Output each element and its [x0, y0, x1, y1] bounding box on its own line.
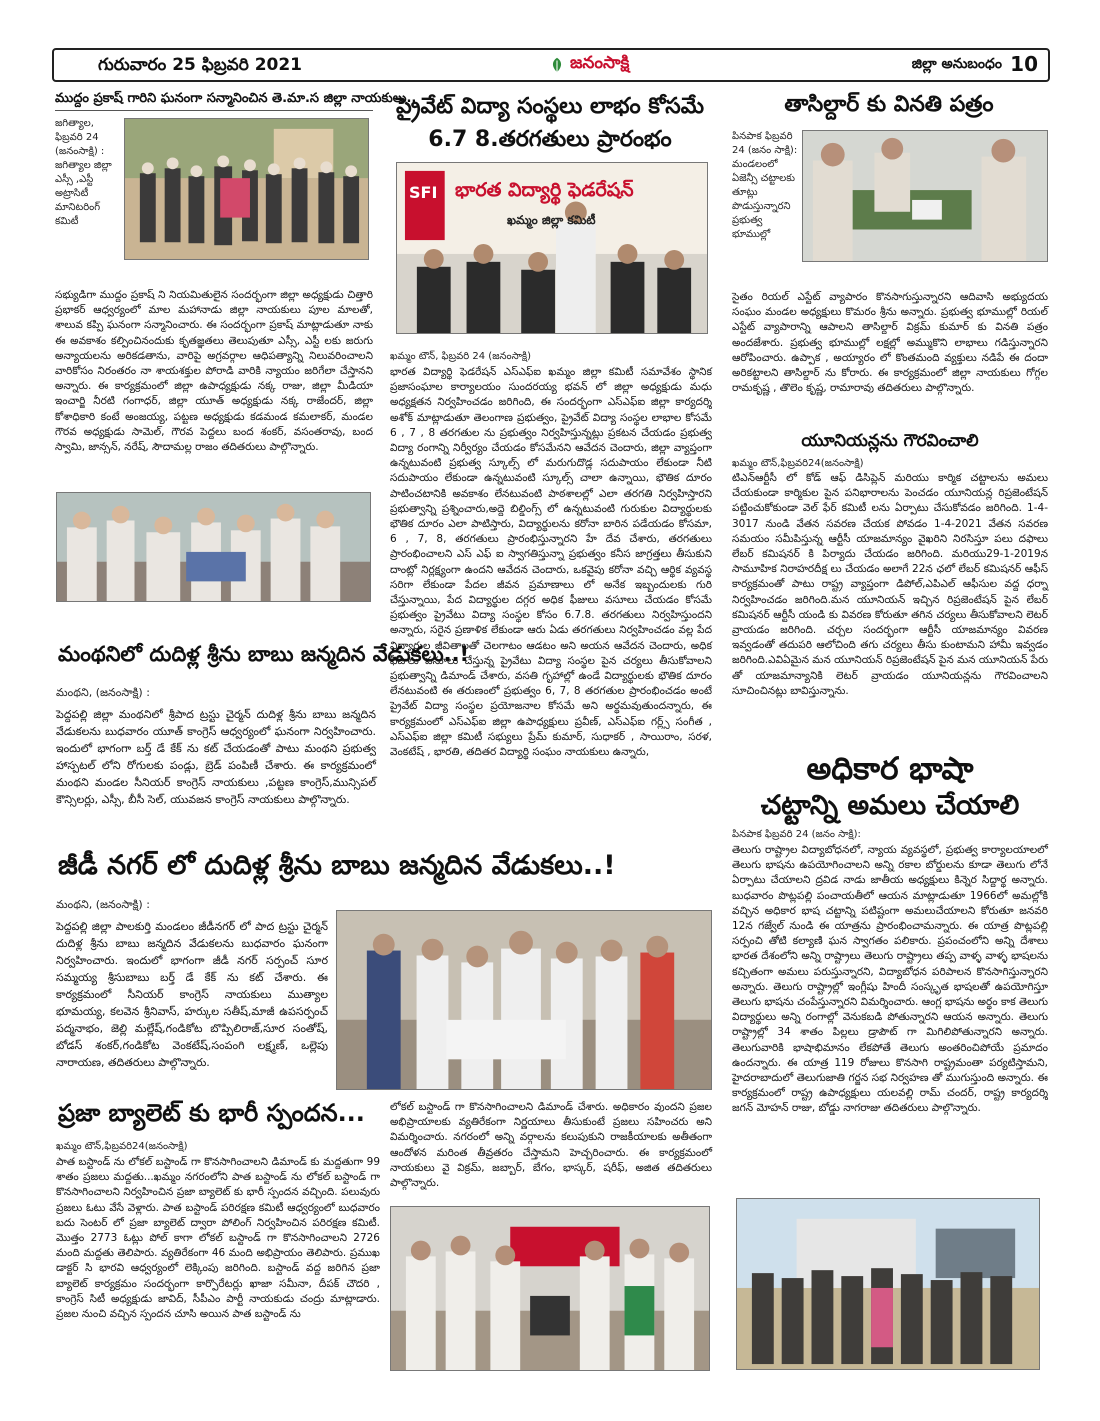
article-3-photo: [396, 162, 708, 334]
banner-subtext: ఖమ్మం జిల్లా కమిటీ: [507, 213, 596, 227]
section-name: జిల్లా అనుబంధం: [911, 56, 1002, 72]
article-2-dateline: మంథని, (జనంసాక్షి) :: [56, 686, 150, 699]
article-6-headline-line-1: అధికార భాషా: [806, 751, 974, 787]
article-6-dateline: పినపాక ఫిబ్రవరి 24 (జనం సాక్షి):: [732, 829, 861, 840]
article-5-dateline: ఖమ్మం టౌన్,ఫిబ్రవరి24(జనంసాక్షి): [732, 458, 864, 469]
article-3-body: భారత విద్యార్థి ఫెడరేషన్ ఎస్ఎఫ్ఐ ఖమ్మం జిల్లా కమిటీ సమావేశం స్థానిక ప్రజాసంఘాల కార్యాలయం సుందరయ్య భవన్ లో జిల్లా అధ్యక్షుడు మధు అధ్యక్షతన నిర్వహించడం జరిగింది, ఈ సందర్భంగా ఎస్ఎఫ్ఐ జిల్లా కార్యదర్శి అశోక్ మాట్లాడుతూ తెలంగాణ ప్రభుత్వం, ప్రైవేట్ విద్యా సంస్థల లాభాల కోసమే 6 , 7 , 8 తరగతుల ను ప్రభుత్వం నిర్వహిస్తున్నట్లు ప్రకటన చేయడం ప్రభుత్వ విద్యా రంగాన్ని నిర్వీర్యం చేయడం కోసమేనని ఆవేదన చెందారు, జిల్లా వ్యాప్తంగా ఉన్నటువంటి ప్రభుత్వ స్కూల్స్ లో మరుగుదొడ్ల సదుపాయం లేకుండా నీటి సదుపాయం లేకుండా ఉన్నటువంటి స్కూల్స్ చాలా ఉన్నాయి, భౌతిక దూరం పాటించటానికి అవకాశం లేనటువంటి పాఠశాలల్లో ఎలా తరగతి నిర్వహిస్తారని ప్రభుత్వాన్ని ప్రశ్నించారు,అద్దె బిల్డింగ్స్ లో ఉన్నటువంటి గురుకుల విద్యార్థులకు భౌతిక దూరం ఎలా పాటిస్తారు, విద్యార్థులను కరోనా బారిన పడేయడం కోసమా, 6 , 7, 8, తరగతులు ప్రారంభిస్తున్నారని హే దేవ చేశారు, తరగతులు ప్రారంభించాలని ఎస్ ఎఫ్ ఐ స్వాగతిస్తున్నా ప్రభుత్వం కనీస జాగ్రత్తలు తీసుకుని దాంట్లో నిర్లక్ష్యంగా ఉందని ఆవేదన చెందారు, ఒకవైపు కరోనా వచ్చి ఆర్థిక వ్యవస్థ సరిగా లేకుండా పేదల జీవన ప్రమాణాలు లో అనేక ఇబ్బందులకు గురి చేస్తున్నాయి, పేద విద్యార్థుల దగ్గర అధిక ఫీజులు వసూలు చేయడం కోసమే ప్రభుత్వం ప్రైవేటు విద్యా సంస్థల కోసం 6.7.8. తరగతులు నిర్వహిస్తుందని అన్నారు, సరైన ప్రణాళిక లేకుండా ఆరు ఏడు తరగతులు నిర్వహించడం వల్ల పేద విద్యార్థుల జీవితాలతో చెలగాటం ఆడటం అని అయన ఆవేదన చెందారు, అధిక ఫీజులు వసూలు చేస్తున్న ప్రైవేటు విద్యా సంస్థల పైన చర్యలు తీసుకోవాలని ప్రభుత్వాన్ని డిమాండ్ చేశారు, వసతి గృహాల్లో ఉండే విద్యార్థులకు భౌతిక దూరం లేనటువంటి ఈ తరుణంలో ప్రభుత్వం 6, 7, 8 తరగతుల ప్రారంభించడం అంటే ప్రైవేట్ విద్యా సంస్థల ప్రయోజనాల కోసమే అని అర్థమవుతుందన్నారు, ఈ కార్యక్రమంలో ఎస్ఎఫ్ఐ జిల్లా ఉపాధ్యక్షులు ప్రవీణ్, ఎస్ఎఫ్ఐ గర్ల్స్ సంగీత , ఎస్ఎఫ్ఐ జిల్లా కమిటీ సభ్యులు ప్రేమ్ కుమార్, సుధాకర్ , సాయిరాం, సరళ, వెంకటేష్ , భారతి, తదితర విద్యార్థి సంఘం నాయకులు ఉన్నారు,: [390, 366, 712, 759]
article-8-dateline: ఖమ్మం టౌన్,ఫిబ్రవరి24(జనంసాక్షి): [56, 1141, 188, 1152]
article-7-photo: [336, 910, 712, 1090]
masthead-logo: [548, 53, 629, 77]
banner-text: భారత విద్యార్థి ఫెడరేషన్: [455, 179, 634, 201]
article-1-dateline: జగిత్యాల, ఫిబ్రవరి 24 (జనంసాక్షి) : జగిత్యాల జిల్లా ఎస్సీ ,ఎస్టీ అట్రాసిటీ మానిటరింగ్ కమిటీ: [55, 118, 112, 227]
article-4-dateline: పినపాక ఫిబ్రవరి 24 (జనం సాక్షి): మండలంలో ఏజెన్సీ చట్టాలకు తూట్లు పొడుస్తున్నారని ప్రభుత్వ భూముల్లో: [732, 131, 798, 240]
article-2-body: పెద్దపల్లి జిల్లా మంథనిలో శ్రీపాద ట్రస్టు చైర్మన్ దుదిళ్ల శ్రీను బాబు జన్మదిన వేడుకలను బుధవారం యూత్ కాంగ్రెస్ ఆధ్వర్యంలో ఘనంగా నిర్వహించారు. ఇందులో భాగంగా బర్త్ డే కేక్ ను కట్ చేయడంతో పాటు మంథని ప్రభుత్వ హాస్పటల్ లోని రోగులకు పండ్లు, బ్రెడ్ పంపిణీ చేశారు. ఈ కార్యక్రమంలో మంథని మండల సీనియర్ కాంగ్రెస్ నాయకులు ,పట్టణ కాంగ్రెస్,మున్సిపల్ కౌన్సిలర్లు, ఎస్సీ, బీసీ సెల్, యువజన కాంగ్రెస్ నాయకులు పాల్గొన్నారు.: [56, 708, 376, 806]
article-7-dateline: మంథని, (జనంసాక్షి) :: [56, 898, 150, 911]
article-8-body-continued: లోకల్ బస్టాండ్ గా కొనసాగించాలని డిమాండ్ చేశారు. అధికారం వుందని ప్రజల అభిప్రాయాలకు వ్యతిరేకంగా నిర్ణయాలు తీసుకుంటే ప్రజలు సహించరు అని విమర్శించారు. నగరంలో అన్ని వర్గాలను కలుపుకుని రాజకీయాలకు అతీతంగా ఆందోళన మరింత తీవ్రతరం చేస్తామని హెచ్చరించారు. ఈ కార్యక్రమంలో నాయకులు వై విక్రమ్, జబ్బార్, బేగం, భాస్కర్, షరీఫ్, అజిత తదితరులు పాల్గొన్నారు.: [390, 1101, 712, 1190]
masthead-title: జనంసాక్షి: [570, 53, 630, 73]
article-6-headline-line-2: చట్టాన్ని అమలు చేయాలి: [760, 790, 1020, 821]
article-2-headline: మంథనిలో దుదిళ్ల శ్రీను బాబు జన్మదిన వేడుకలు..!: [58, 642, 470, 666]
article-4-headline: తాసిల్దార్ కు వినతి పత్రం: [784, 92, 994, 117]
article-2-photo: [56, 492, 371, 602]
article-8-body: పాత బస్టాండ్ ను లోకల్ బస్టాండ్ గా కొనసాగించాలని డిమాండ్ కు మద్దతుగా 99 శాతం ప్రజలు మద్దతు...ఖమ్మం నగరంలోని పాత బస్టాండ్ ను లోకల్ బస్టాండ్ గా కొనసాగించాలని నిర్వహించిన ప్రజా బ్యాలెట్ కు భారీ స్పందన వచ్చింది. పలువురు ప్రజలు ఓటు వేసే వెళ్లారు. పాత బస్టాండ్ పరిరక్షణ కమిటీ ఆధ్వర్యంలో బుధవారం బదు సెంటర్ లో ప్రజా బ్యాలెట్ ద్వారా పోలింగ్ నిర్వహించిన పరిరక్షణ కమిటీ. మొత్తం 2773 ఓట్లు పోల్ కాగా లోకల్ బస్టాండ్ గా కొనసాగించాలని 2726 మంది మద్దతు తెలిపారు. వ్యతిరేకంగా 46 మంది అభిప్రాయం తెలిపారు. ప్రముఖ డాక్టర్ సి భారవి ఆధ్వర్యంలో లెక్కింపు జరిగింది. బస్టాండ్ వద్ద జరిగిన ప్రజా బ్యాలెట్ కార్యక్రమం సందర్భంగా కార్పొరేటర్లు ఖాజా సమీనా, దీపక్ చౌదరి , కాంగ్రెస్ సిటీ అధ్యక్షుడు జావిద్, సీపీఎం పార్టీ నాయకుడు చంద్రు మాట్లాడారు. ప్రజల నుంచి వచ్చిన స్పందన చూసి అయిన పాత బస్టాండ్ ను: [56, 1156, 380, 1321]
article-3-headline: ప్రైవేట్ విద్యా సంస్థలు లాభం కోసమే 6.7 8.తరగతులు ప్రారంభం: [395, 94, 705, 152]
article-4-photo: [802, 130, 1048, 262]
article-6-photo: [736, 1198, 1040, 1370]
article-1-headline: ముద్దం ప్రకాష్ గారిని ఘనంగా సన్మానించిన తె.మా.స జిల్లా నాయకులు..: [55, 91, 417, 106]
article-3-dateline: ఖమ్మం టౌన్, ఫిబ్రవరి 24 (జనంసాక్షి): [390, 351, 532, 362]
leaf-icon: [548, 56, 566, 74]
sfi-label: SFI: [409, 183, 438, 202]
article-8-headline: ప్రజా బ్యాలెట్ కు భారీ స్పందన...: [58, 1099, 365, 1127]
page-header: [52, 48, 1050, 82]
article-8-photo: [390, 1206, 710, 1371]
issue-date: గురువారం 25 ఫిబ్రవరి 2021: [98, 55, 303, 75]
article-7-body: పెద్దపల్లి జిల్లా పాలకుర్తి మండలం జీడీనగర్ లో పాద ట్రస్టు చైర్మన్ దుదిళ్ల శ్రీను బాబు జన్మదిన వేడుకలను బుధవారం ఘనంగా నిర్వహించారు. ఇందులో భాగంగా జీడీ నగర్ సర్పంచ్ సూర సమ్మయ్య శ్రీసుబాబు బర్త్ డే కేక్ ను కట్ చేశారు. ఈ కార్యక్రమంలో సీనియర్ కాంగ్రెస్ నాయకులు ముత్యాల భూమయ్య, కలవెన శ్రీనివాస్, హర్కుల సతీష్,మాజీ ఉపసర్పంచ్ పద్మనాభం, జెల్లి మల్లేష్,గండికోట బొప్పిలిరాజ్,సూర సంతోష్, బోడస్ శంకర్,గండికోట వెంకటేష్,సంపంగి లక్ష్మణ్, ఒల్లెపు నారాయణ, తదితరులు పాల్గొన్నారు.: [56, 920, 328, 1069]
article-1-body: సభ్యుడిగా ముద్దం ప్రకాష్ ని నియమితులైన సందర్భంగా జిల్లా అధ్యక్షుడు చిత్తారి ప్రభాకర్ ఆధ్వర్యంలో మాల మహానాడు జిల్లా నాయకులు పూల మాలతో, శాలువ కప్పి ఘనంగా సన్మానించారు. ఈ సందర్భంగా ప్రకాష్ మాట్లాడుతూ నాకు ఈ అవకాశం కల్పించినందుకు కృతజ్ఞతలు తెలుపుతూ ఎస్సీ, ఎస్టీ లకు జరుగు అన్యాయలను అరికడతాను, వారిపై అగ్రవర్గాల ఆధిపత్యాన్ని నిలువరించాలని వారికోసం నిరంతరం నా శాయశక్తుల పోరాడి వారికి న్యాయం జరిగేలా చేస్తానని అన్నారు. ఈ కార్యక్రమంలో జిల్లా ఉపాధ్యక్షుడు నక్క రాజు, జిల్లా మీడియా ఇంచార్జి నీరటి గంగాధర్, జిల్లా యూత్ అధ్యక్షుడు నక్క రాజేందర్, జిల్లా కోశాధికారి కంటే అంజయ్య, పట్టణ అధ్యక్షుడు కడమండ కమలాకర్, మండల గౌరవ అధ్యక్షుడు సామెల్, గౌరవ పెద్దలు బంద శంకర్, వసంతరావు, బంద స్వామి, జాన్సన్, నరేష్, సౌదామల్ల రాజం తదితరులు పాల్గొన్నారు.: [55, 289, 373, 454]
article-7-headline: జీడీ నగర్ లో దుదిళ్ల శ్రీను బాబు జన్మదిన వేడుకలు..!: [58, 850, 616, 881]
article-4-body: సైతం రియల్ ఎస్టేట్ వ్యాపారం కొనసాగుస్తున్నారని ఆదివాసి అభ్యుదయ సంఘం మండల అధ్యక్షులు కొమరం శ్రీను అన్నారు. ప్రభుత్వ భూముల్లో రియల్ ఎస్టేట్ వ్యాపారాన్ని ఆపాలని తాసిల్దార్ విక్రమ్ కుమార్ కు వినతి పత్రం అందజేశారు. ప్రభుత్వ భూముల్లో లక్షల్లో అమ్ముకొని లాభాలు గడిస్తున్నారని ఆరోపించారు. ఉప్పాక , అయ్యారం లో కొంతమంది వ్యక్తులు నడిపే ఈ దందా అరికట్టాలని తాసిల్దార్ ను కోరారు. ఈ కార్యక్రమంలో జిల్లా నాయకులు గోగ్గల రామకృష్ణ , తొలెం కృష్ణ, రామారావు తదితరులు పాల్గొన్నారు.: [732, 291, 1048, 395]
divider: [55, 110, 373, 111]
page-number: 10: [1010, 52, 1038, 76]
article-5-body: టిఎన్ఆర్టీసీ లో కోడ్ ఆఫ్ డిసిప్లెన్ మరియు కార్మిక చట్టాలను అమలు చేయకుండా కార్మికుల పైన పనిభారాలను పెంచడం యూనియన్ల రిప్రజెంటేషన్ పట్టించుకోకుండా వెల్ ఫేర్ కమిటీ లను ఏర్పాటు చేసుకోవడం జరిగింది. 1-4-3017 నుండి వేతన సవరణ చేయక పోవడం 1-4-2021 వేతన సవరణ సమయం సమీపిస్తున్న ఆర్టీసీ యాజమాన్యం వైఖరిని నిరసిస్తూ పలు దఫాలు లేబర్ కమిషనర్ కి పిర్యాదు చేయడం జరిగింది. మరియు29-1-2019న సామూహిక నిరాహరదీక్ష లు చేయడం అలాగే 22న ఛలో లేబర్ కమిషనర్ ఆఫీస్ కార్యక్రమంతో పాటు రాష్ట్ర వ్యాప్తంగా డిపోల్,ఎపిఎల్ ఆఫీసుల వద్ద ధర్నా నిర్వహించడం జరిగింది.మన యూనియన్ ఇచ్చిన రిప్రజెంటేషన్ పైన లేబర్ కమిషనర్ ఆర్టీసీ యండి కు వివరణ కోరుతూ తగిన చర్యలు తీసుకోవాలని లెటర్ వ్రాయడం జరిగింది. చర్చల సందర్భంగా ఆర్టీసీ యాజమాన్యం వివరణ ఇవ్వడంతో తదుపరి ఆలోచింది తగు చర్యలు తీసు కుంటామని హామీ ఇవ్వడం జరిగింది.ఎవిఏమైన మన యూనియన్ రిప్రజెంటేషన్ పైన మన యూనియన్ పేరు తో యాజమాన్యానికి లెటర్ వ్రాయడం యూనియన్లను గౌరవించాలని సూచించినట్లు బావిస్తున్నాను.: [732, 472, 1048, 697]
article-6-body: తెలుగు రాష్ట్రాల విద్యాబోధనలో, న్యాయ వ్యవస్థలో, ప్రభుత్వ కార్యాలయాలలో తెలుగు భాషను ఉపయోగించాలని అన్ని రకాల బోర్డులను కూడా తెలుగు లోనే ఏర్పాటు చేయాలని ద్రవిడ నాడు జాతీయ అధ్యక్షులు కిన్నెర సిద్దార్థ అన్నారు. బుధవారం పొట్లపల్లి పంచాయతీలో ఆయన మాట్లాడుతూ 1966లో అమల్లోకి వచ్చిన అధికార భాష చట్టాన్ని పటిష్టంగా అమలుచేయాలని కోరుతూ జనవరి 12న గజ్వేల్ నుండి ఈ యాత్రను ప్రారంభించామన్నారు. ఈ యాత్ర పొట్లపల్లి సర్పంచి తోటి కల్యాణి ఘన స్వాగతం పలికారు. ప్రపంచంలోని అన్ని దేశాలు భారత దేశంలోని అన్ని రాష్ట్రాలు తెలుగు రాష్ట్రాలు తప్ప వాళ్ళ వాళ్ళ భాషలను కచ్చితంగా అమలు పరుస్తున్నారని, విద్యాబోధన పరిపాలన కొనసాగిస్తున్నారని అన్నారు. తెలుగు రాష్ట్రాల్లో ఇంగ్లీషు హిందీ సంస్కృత భాషలతో ఉపయోగిస్తూ తెలుగు భాషను చంపేస్తున్నారని విమర్శించారు. ఆంగ్ల భాషను అర్థం కాక తెలుగు విద్యార్థులు అన్ని రంగాల్లో వెనుకబడి పోతున్నారని ఆయన అన్నారు. తెలుగు రాష్ట్రాల్లో 34 శాతం పిల్లలు డ్రాపౌట్ గా మిగిలిపోతున్నారని అన్నారు. తెలుగువారికి భాషాభిమానం లేకపోతే తెలుగు అంతరించిపోయే ప్రమాదం ఉందన్నారు. ఈ యాత్ర 119 రోజులు కొనసాగి రాష్ట్రమంతా పర్యటిస్తామని, హైదరాబాదులో తెలుగుజాతి గర్జన సభ నిర్వహణ తో ముగుస్తుంది అన్నారు. ఈ కార్యక్రమంలో రాష్ట్ర ఉపాధ్యక్షులు యలవల్లి రామ్ చందర్, రాష్ట్ర కార్యదర్శి జగన్ మోహన్ రాజు, బోడ్డు నాగరాజు తదితరులు పాల్గొన్నారు.: [732, 844, 1048, 1115]
article-5-headline: యూనియన్లను గౌరవించాలి: [801, 431, 979, 451]
article-1-photo: [124, 118, 369, 260]
